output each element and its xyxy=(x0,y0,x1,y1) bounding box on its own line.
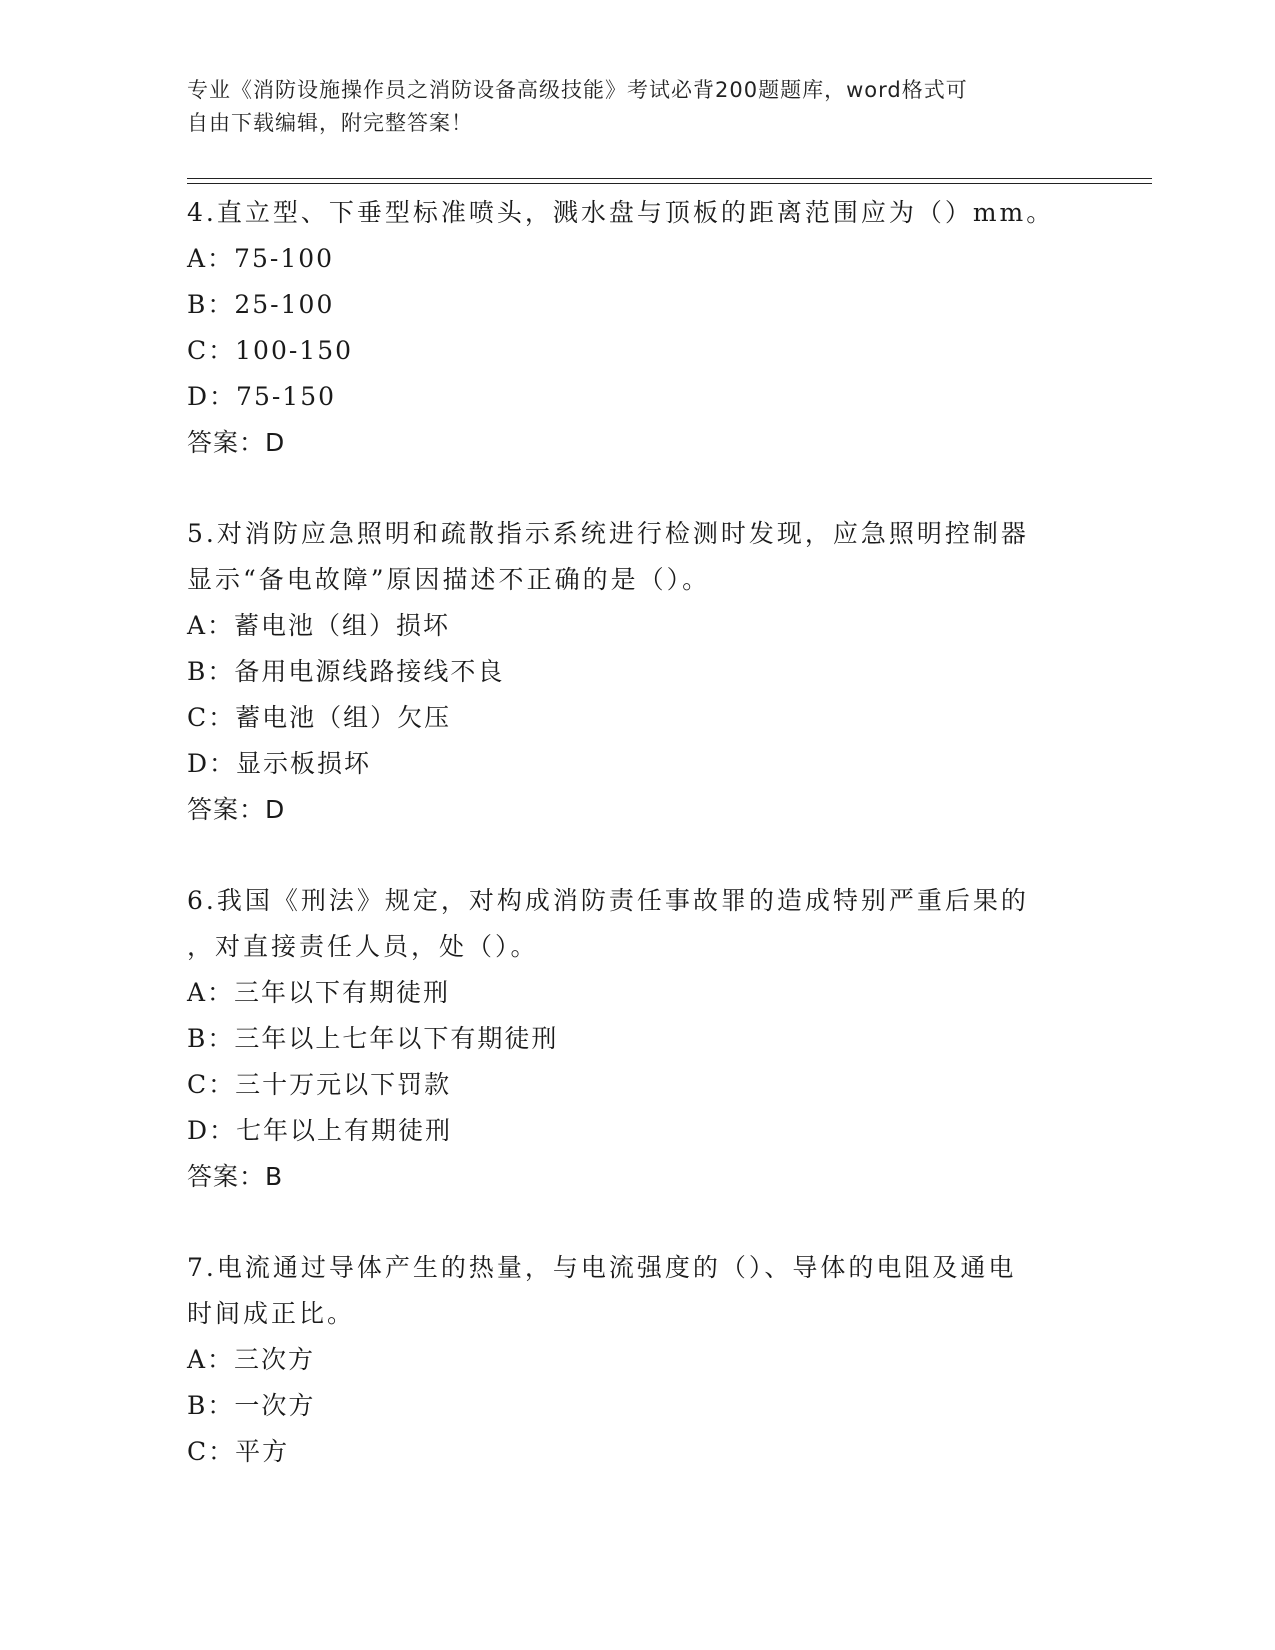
option-b: B：一次方 xyxy=(187,1391,316,1420)
question-7 xyxy=(187,1245,1077,1475)
option-d: D：显示板损坏 xyxy=(187,749,372,778)
question-stem-continued: 显示“备电故障”原因描述不正确的是（）。 xyxy=(187,565,711,594)
option-c: C：平方 xyxy=(187,1437,290,1466)
answer-line: 答案：B xyxy=(187,1162,284,1191)
question-list xyxy=(187,190,1077,1520)
answer-line: 答案：D xyxy=(187,795,286,824)
option-b: B：备用电源线路接线不良 xyxy=(187,657,505,686)
question-4 xyxy=(187,190,1077,466)
question-5 xyxy=(187,511,1077,833)
header-line-1: 专业《消防设施操作员之消防设备高级技能》考试必背200题题库，word格式可 xyxy=(187,78,968,102)
answer-line: 答案：D xyxy=(187,428,286,457)
option-c: C：100-150 xyxy=(187,336,354,365)
question-stem: 7.电流通过导体产生的热量，与电流强度的（）、导体的电阻及通电 xyxy=(187,1253,1017,1282)
question-stem-continued: ，对直接责任人员，处（）。 xyxy=(187,932,539,961)
option-d: D：七年以上有期徒刑 xyxy=(187,1116,453,1145)
header-divider-top xyxy=(187,178,1152,179)
option-b: B：三年以上七年以下有期徒刑 xyxy=(187,1024,559,1053)
question-stem: 6.我国《刑法》规定，对构成消防责任事故罪的造成特别严重后果的 xyxy=(187,886,1029,915)
question-6 xyxy=(187,878,1077,1200)
header-divider-bottom xyxy=(187,183,1152,184)
option-b: B：25-100 xyxy=(187,290,335,319)
option-a: A：三年以下有期徒刑 xyxy=(187,978,451,1007)
document-header xyxy=(187,74,1067,140)
question-stem-continued: 时间成正比。 xyxy=(187,1299,356,1328)
option-c: C：三十万元以下罚款 xyxy=(187,1070,452,1099)
option-a: A：三次方 xyxy=(187,1345,316,1374)
option-d: D：75-150 xyxy=(187,382,337,411)
option-a: A：蓄电池（组）损坏 xyxy=(187,611,451,640)
option-c: C：蓄电池（组）欠压 xyxy=(187,703,452,732)
question-stem: 4.直立型、下垂型标准喷头，溅水盘与顶板的距离范围应为（）mm。 xyxy=(187,198,1055,227)
header-line-2: 自由下载编辑，附完整答案！ xyxy=(187,111,473,135)
question-stem: 5.对消防应急照明和疏散指示系统进行检测时发现，应急照明控制器 xyxy=(187,519,1029,548)
option-a: A：75-100 xyxy=(187,244,335,273)
